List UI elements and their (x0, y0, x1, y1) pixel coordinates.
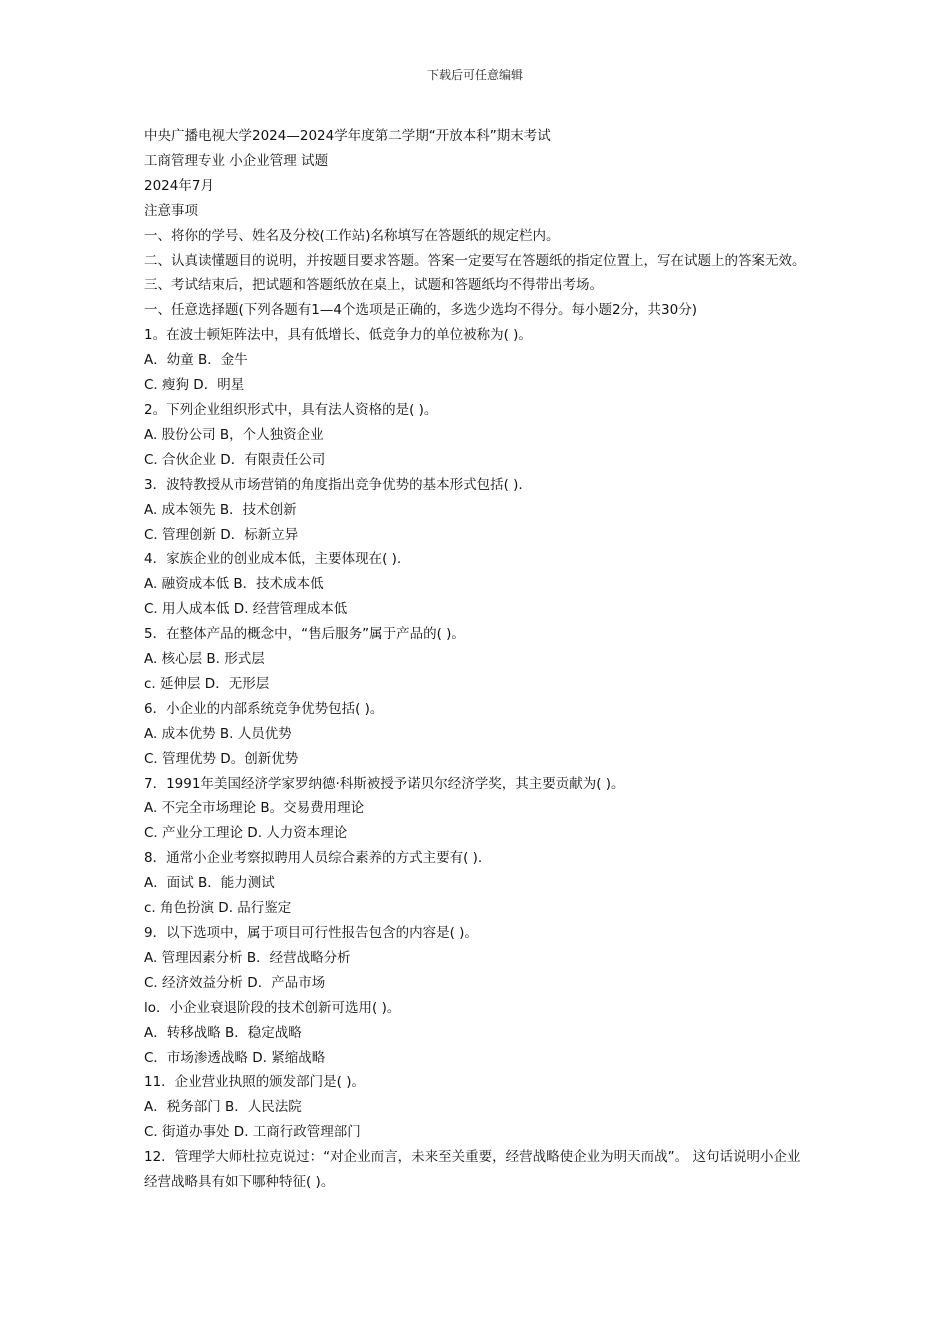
question-options: A. 管理因素分析 B．经营战略分析 (144, 949, 351, 966)
question-options: A. 融资成本低 B．技术成本低 (144, 576, 324, 593)
question-options: A. 核心层 B. 形式层 (144, 651, 265, 668)
question-options: C. 管理创新 D．标新立异 (144, 526, 299, 543)
section-heading: 一、任意选择题(下列各题有1—4个选项是正确的，多选少选均不得分。每小题2分，共30分) (144, 302, 697, 319)
question-stem: 5．在整体产品的概念中，“售后服务”属于产品的( )。 (144, 626, 465, 643)
question-options: A. 股份公司 B，个人独资企业 (144, 426, 324, 443)
question-options: C. 管理优势 D。创新优势 (144, 750, 299, 767)
question-options: C. 街道办事处 D. 工商行政管理部门 (144, 1124, 361, 1141)
question-stem: 11．企业营业执照的颁发部门是( )。 (144, 1074, 366, 1091)
header-note: 下载后可任意编辑 (426, 68, 523, 82)
question-stem: 6．小企业的内部系统竞争优势包括( )。 (144, 700, 384, 717)
notes-item: 二、认真读懂题目的说明，并按题目要求答题。答案一定要写在答题纸的指定位置上，写在试题上的答案无效。 (144, 252, 806, 269)
question-options: c. 延伸层 D．无形层 (144, 675, 270, 692)
question-options: A．幼童 B．金牛 (144, 352, 248, 369)
question-stem: 4．家族企业的创业成本低，主要体现在( ). (144, 551, 402, 568)
notes-item: 三、考试结束后，把试题和答题纸放在桌上，试题和答题纸均不得带出考场。 (144, 277, 603, 294)
question-options: A. 成本优势 B. 人员优势 (144, 725, 292, 742)
question-options: C. 产业分工理论 D. 人力资本理论 (144, 825, 348, 842)
question-options: A．转移战略 B．稳定战略 (144, 1024, 302, 1041)
question-options: C. 用人成本低 D. 经营管理成本低 (144, 601, 348, 618)
question-options: C．市场渗透战略 D. 紧缩战略 (144, 1049, 326, 1066)
question-options: c. 角色扮演 D. 品行鉴定 (144, 900, 292, 917)
question-stem: 8．通常小企业考察拟聘用人员综合素养的方式主要有( ). (144, 850, 483, 867)
exam-date: 2024年7月 (144, 177, 214, 194)
question-stem: 3．波特教授从市场营销的角度指出竞争优势的基本形式包括( ). (144, 476, 523, 493)
question-stem: 1。在波士顿矩阵法中，具有低增长、低竞争力的单位被称为( )。 (144, 327, 532, 344)
question-options: C. 合伙企业 D．有限责任公司 (144, 451, 326, 468)
question-options: C. 经济效益分析 D．产品市场 (144, 974, 326, 991)
question-options: A．面试 B．能力测试 (144, 875, 275, 892)
notes-heading: 注意事项 (144, 202, 198, 219)
question-options: A. 成本领先 B．技术创新 (144, 501, 297, 518)
question-stem: 7．1991年美国经济学家罗纳德·科斯被授予诺贝尔经济学奖，其主要贡献为( )。 (144, 775, 625, 792)
question-stem: 12．管理学大师杜拉克说过：“对企业而言，未来至关重要，经营战略使企业为明天而战”。 这句话说明小企业经营战略具有如下哪种特征( )。 (144, 1149, 801, 1191)
question-options: A. 不完全市场理论 B。交易费用理论 (144, 800, 365, 817)
question-stem: lo．小企业衰退阶段的技术创新可选用( )。 (144, 999, 401, 1016)
question-stem: 2。下列企业组织形式中，具有法人资格的是( )。 (144, 401, 438, 418)
question-options: A．税务部门 B．人民法院 (144, 1099, 302, 1116)
exam-subtitle: 工商管理专业 小企业管理 试题 (144, 152, 329, 169)
question-stem: 9．以下选项中，属于项目可行性报告包含的内容是( )。 (144, 925, 478, 941)
exam-title: 中央广播电视大学2024—2024学年度第二学期“开放本科”期末考试 (144, 128, 551, 144)
notes-item: 一、将你的学号、姓名及分校(工作站)名称填写在答题纸的规定栏内。 (144, 227, 560, 244)
question-options: C. 瘦狗 D．明星 (144, 377, 245, 394)
document-body (144, 124, 808, 1195)
